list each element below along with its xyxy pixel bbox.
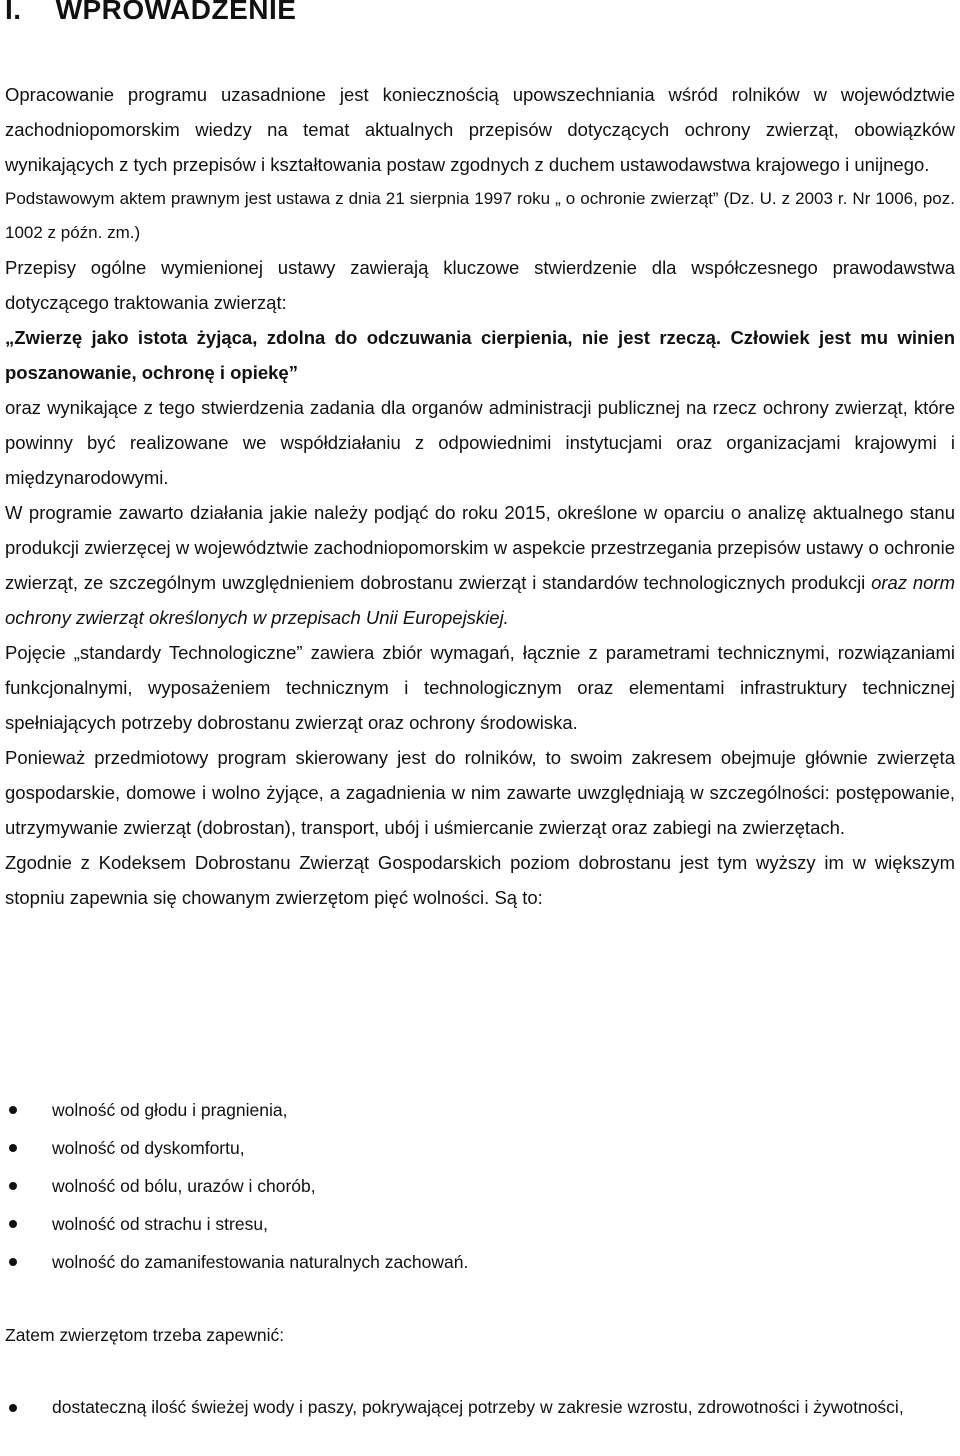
paragraph-purpose: Opracowanie programu uzasadnione jest koniecznością upowszechniania wśród rolników w województwie zachodniopomorskim wiedzy na temat aktualnych przepisów dotyczących ochrony zwierząt, obowiązków wynikających z tych przepisów i kształtowania postaw zgodnych z duchem ustawodawstwa krajowego i unijnego. [5, 84, 955, 175]
list-item: dostateczną ilość świeżej wody i paszy, pokrywającej potrzeby w zakresie wzrostu, zdrowotności i żywotności, [5, 1389, 955, 1425]
paragraph-standards-definition: Pojęcie „standardy Technologiczne” zawiera zbiór wymagań, łącznie z parametrami technicznymi, rozwiązaniami funkcjonalnymi, wyposażeniem technicznym i technologicznym oraz elementami infrastruktury technicznej spełniających potrzeby dobrostanu zwierząt oraz ochrony środowiska. [5, 642, 955, 733]
provisions-list [5, 1389, 955, 1425]
paragraph-tasks: oraz wynikające z tego stwierdzenia zadania dla organów administracji publicznej na rzecz ochrony zwierząt, które powinny być realizowane we współdziałaniu z odpowiednimi instytucjami oraz organizacjami krajowymi i międzynarodowymi. [5, 397, 955, 488]
list-item: wolność do zamanifestowania naturalnych zachowań. [5, 1243, 955, 1281]
program-actions-text: W programie zawarto działania jakie należy podjąć do roku 2015, określone w oparciu o analizę aktualnego stanu produkcji zwierzęcej w województwie zachodniopomorskim w aspekcie przestrzegania przepisów ustawy o ochronie zwierząt, ze szczególnym uwzględnieniem dobrostanu zwierząt i standardów technologicznych produkcji [5, 502, 955, 593]
paragraph-key-statement: „Zwierzę jako istota żyjąca, zdolna do odczuwania cierpienia, nie jest rzeczą. Człowiek jest mu winien poszanowanie, ochronę i opiekę” [5, 327, 955, 383]
list-item: wolność od głodu i pragnienia, [5, 1091, 955, 1129]
list-item: wolność od bólu, urazów i chorób, [5, 1167, 955, 1205]
list-item: wolność od strachu i stresu, [5, 1205, 955, 1243]
five-freedoms-list [5, 1091, 955, 1281]
program-actions-eu-norms: oraz norm ochrony zwierząt określonych w przepisach Unii Europejskiej. [5, 572, 955, 628]
paragraph-five-freedoms-intro: Zgodnie z Kodeksem Dobrostanu Zwierząt Gospodarskich poziom dobrostanu jest tym wyższy im w większym stopniu zapewnia się chowanym zwierzętom pięć wolności. Są to: [5, 852, 955, 908]
list-item: wolność od dyskomfortu, [5, 1129, 955, 1167]
section-title: WPROWADZENIE [55, 0, 297, 25]
section-number: I. [5, 0, 22, 25]
paragraph-legal-act: Podstawowym aktem prawnym jest ustawa z dnia 21 sierpnia 1997 roku „ o ochronie zwierząt” (Dz. U. z 2003 r. Nr 1006, poz. 1002 z późn. zm.) [5, 189, 955, 242]
paragraph-scope: Ponieważ przedmiotowy program skierowany jest do rolników, to swoim zakresem obejmuje głównie zwierzęta gospodarskie, domowe i wolno żyjące, a zagadnienia w nim zawarte uwzględniają w szczególności: postępowanie, utrzymywanie zwierząt (dobrostan), transport, ubój i uśmiercanie zwierząt oraz zabiegi na zwierzętach. [5, 747, 955, 838]
section-heading [5, 0, 296, 26]
paragraph-program-actions [5, 495, 955, 635]
intro-paragraphs [5, 77, 955, 915]
provide-intro: Zatem zwierzętom trzeba zapewnić: [5, 1325, 285, 1345]
paragraph-general-provisions: Przepisy ogólne wymienionej ustawy zawierają kluczowe stwierdzenie dla współczesnego prawodawstwa dotyczącego traktowania zwierząt: [5, 257, 955, 313]
